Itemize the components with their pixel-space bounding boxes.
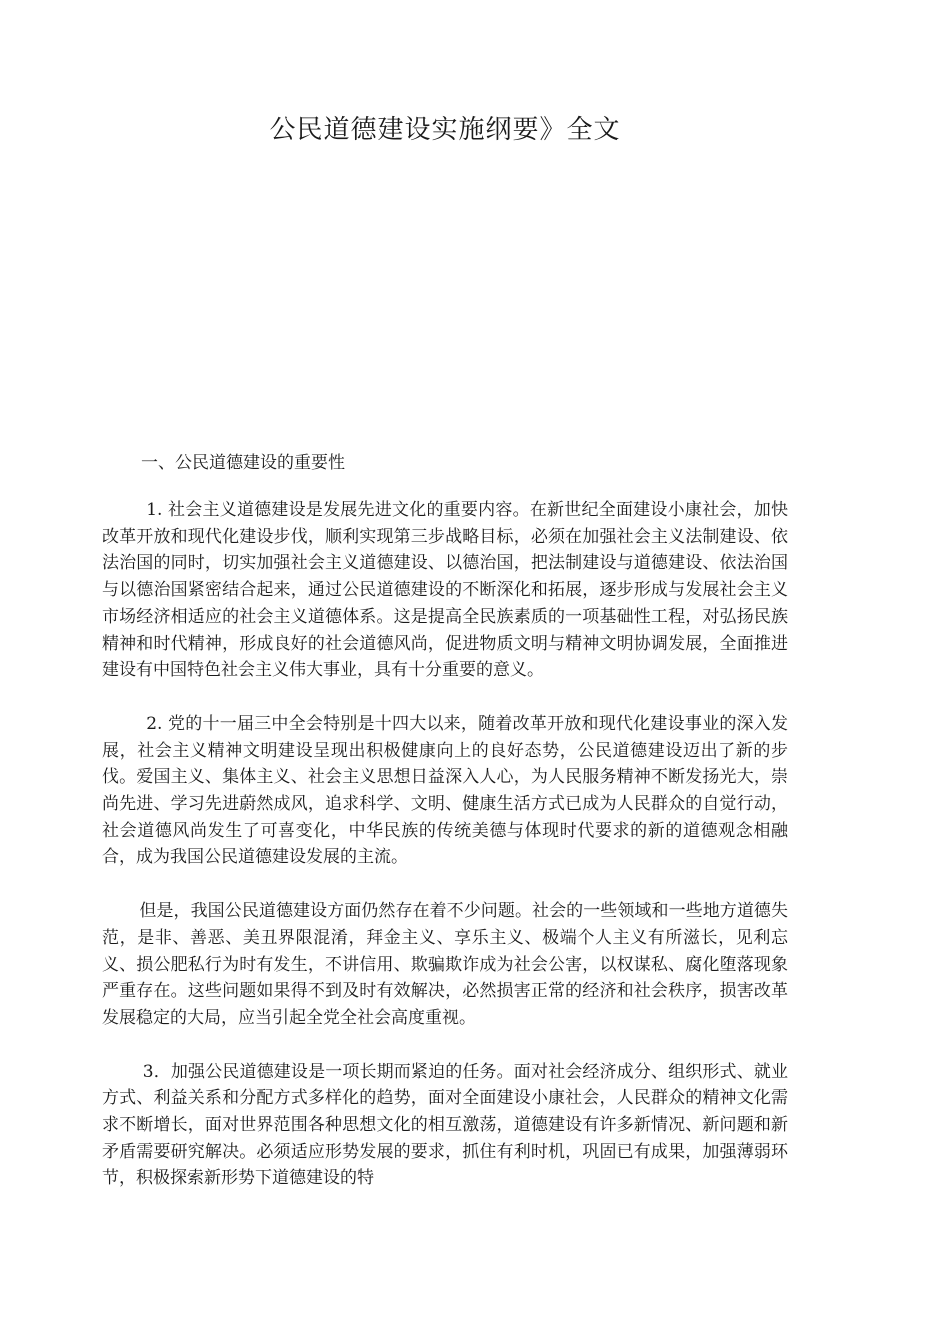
section-heading: 一、公民道德建设的重要性	[141, 453, 345, 473]
document-title: 公民道德建设实施纲要》全文	[269, 115, 621, 145]
paragraph-3: 但是，我国公民道德建设方面仍然存在着不少问题。社会的一些领域和一些地方道德失范，是非、善恶、美丑界限混淆，拜金主义、享乐主义、极端个人主义有所滋长，见利忘义、损公肥私行为时有发生，不讲信用、欺骗欺诈成为社会公害，以权谋私、腐化堕落现象严重存在。这些问题如果得不到及时有效解决，必然损害正常的经济和社会秩序，损害改革发展稳定的大局，应当引起全党全社会高度重视。	[102, 901, 788, 1028]
paragraph-4: 3．加强公民道德建设是一项长期而紧迫的任务。面对社会经济成分、组织形式、就业方式、利益关系和分配方式多样化的趋势，面对全面建设小康社会，人民群众的精神文化需求不断增长，面对世界范围各种思想文化的相互激荡，道德建设有许多新情况、新问题和新矛盾需要研究解决。必须适应形势发展的要求，抓住有利时机，巩固已有成果，加强薄弱环节，积极探索新形势下道德建设的特	[102, 1061, 788, 1189]
paragraph-2: 2. 党的十一届三中全会特别是十四大以来，随着改革开放和现代化建设事业的深入发展，社会主义精神文明建设呈现出积极健康向上的良好态势，公民道德建设迈出了新的步伐。爱国主义、集体主义、社会主义思想日益深入人心，为人民服务精神不断发扬光大，崇尚先进、学习先进蔚然成风，追求科学、文明、健康生活方式已成为人民群众的自觉行动，社会道德风尚发生了可喜变化，中华民族的传统美德与体现时代要求的新的道德观念相融合，成为我国公民道德建设发展的主流。	[102, 713, 788, 868]
document-body	[102, 497, 788, 1219]
paragraph-1: 1. 社会主义道德建设是发展先进文化的重要内容。在新世纪全面建设小康社会，加快改革开放和现代化建设步伐，顺利实现第三步战略目标，必须在加强社会主义法制建设、依法治国的同时，切实加强社会主义道德建设、以德治国，把法制建设与道德建设、依法治国与以德治国紧密结合起来，通过公民道德建设的不断深化和拓展，逐步形成与发展社会主义市场经济相适应的社会主义道德体系。这是提高全民族素质的一项基础性工程，对弘扬民族精神和时代精神，形成良好的社会道德风尚，促进物质文明与精神文明协调发展，全面推进建设有中国特色社会主义伟大事业，具有十分重要的意义。	[102, 500, 788, 681]
